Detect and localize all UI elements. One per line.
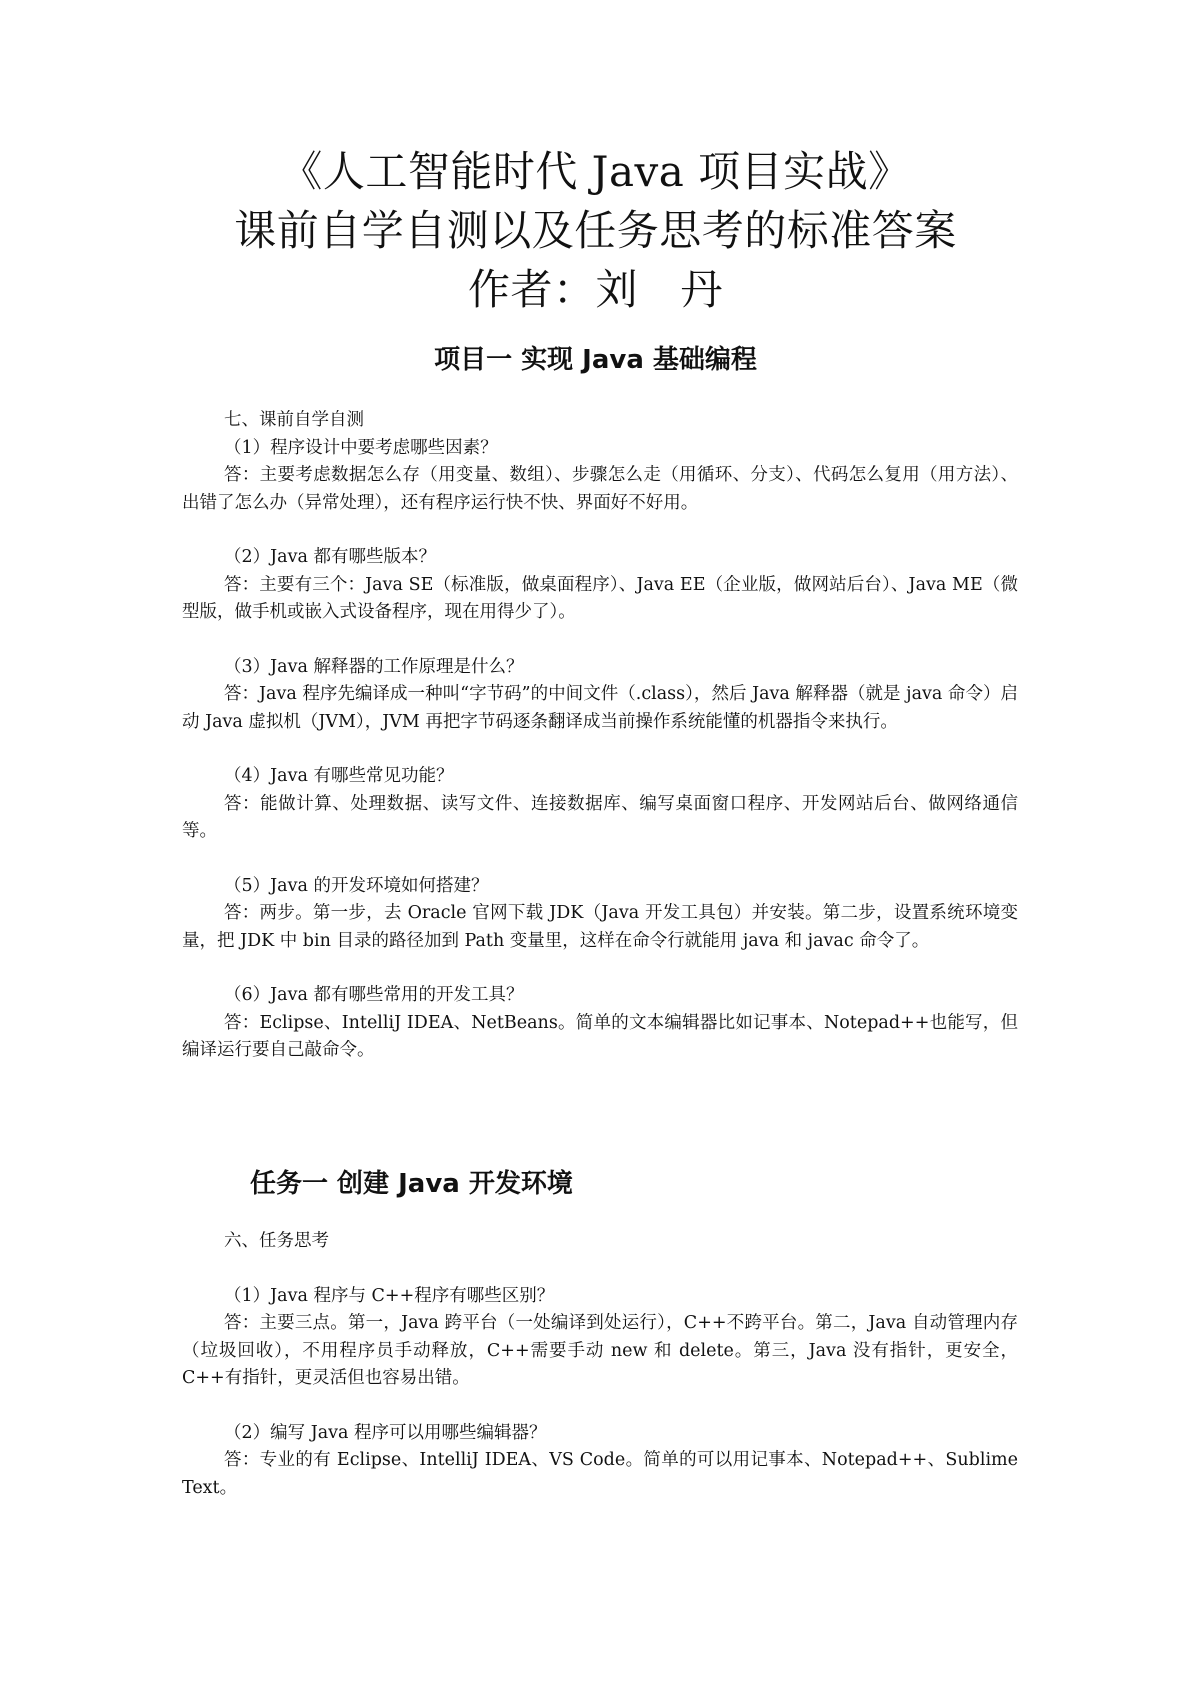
title-line-3: 作者：刘 丹: [467, 265, 723, 314]
question: （1）Java 程序与 C++程序有哪些区别？: [224, 1285, 555, 1306]
question: （5）Java 的开发环境如何搭建？: [224, 875, 489, 896]
answer: 答：两步。第一步，去 Oracle 官网下载 JDK（Java 开发工具包）并安装。第二步，设置系统环境变量，把 JDK 中 bin 目录的路径加到 Path 变量里，这样在命令行就能用 java 和 javac 命令了。: [182, 903, 1018, 951]
title-line-1: 《人工智能时代 Java 项目实战》: [280, 147, 911, 196]
qa-item: [182, 544, 1018, 627]
question: （2）编写 Java 程序可以用哪些编辑器？: [224, 1422, 547, 1443]
qa-item: [182, 654, 1018, 737]
task-thinking-section: [182, 1228, 1018, 1529]
question: （4）Java 有哪些常见功能？: [224, 766, 454, 786]
qa-item: [182, 873, 1018, 956]
answer: 答：能做计算、处理数据、读写文件、连接数据库、编写桌面窗口程序、开发网站后台、做网络通信等。: [182, 793, 1018, 841]
question: （1）程序设计中要考虑哪些因素？: [224, 437, 498, 458]
answer: 答：Eclipse、IntelliJ IDEA、NetBeans。简单的文本编辑器比如记事本、Notepad++也能写，但编译运行要自己敲命令。: [182, 1012, 1018, 1060]
qa-item: [182, 1283, 1018, 1393]
question: （3）Java 解释器的工作原理是什么？: [224, 656, 524, 677]
qa-item: [182, 982, 1018, 1065]
qa-item: [182, 1420, 1018, 1503]
question: （2）Java 都有哪些版本？: [224, 547, 436, 567]
project-heading: 项目一 实现 Java 基础编程: [434, 345, 757, 375]
section-label-task-thinking: 六、任务思考: [224, 1231, 329, 1251]
question: （6）Java 都有哪些常用的开发工具？: [224, 985, 524, 1005]
document-title: [0, 142, 1191, 319]
task-heading: 任务一 创建 Java 开发环境: [250, 1169, 573, 1199]
project-self-test-section: [182, 407, 1018, 1092]
answer: 答：Java 程序先编译成一种叫“字节码”的中间文件（.class），然后 Java 解释器（就是 java 命令）启动 Java 虚拟机（JVM），JVM 再把字节码逐条翻译成当前操作系统能懂的机器指令来执行。: [182, 684, 1018, 732]
qa-item: [182, 435, 1018, 518]
answer: 答：主要三点。第一，Java 跨平台（一处编译到处运行），C++不跨平台。第二，Java 自动管理内存（垃圾回收），不用程序员手动释放，C++需要手动 new 和 delete。第三，Java 没有指针，更安全，C++有指针，更灵活但也容易出错。: [182, 1313, 1018, 1388]
section-label-self-test: 七、课前自学自测: [224, 410, 364, 430]
title-line-2: 课前自学自测以及任务思考的标准答案: [234, 206, 957, 255]
answer: 答：主要有三个：Java SE（标准版，做桌面程序）、Java EE（企业版，做网站后台）、Java ME（微型版，做手机或嵌入式设备程序，现在用得少了）。: [182, 574, 1018, 622]
qa-item: [182, 763, 1018, 846]
answer: 答：主要考虑数据怎么存（用变量、数组）、步骤怎么走（用循环、分支）、代码怎么复用（用方法）、出错了怎么办（异常处理），还有程序运行快不快、界面好不好用。: [182, 465, 1018, 513]
answer: 答：专业的有 Eclipse、IntelliJ IDEA、VS Code。简单的可以用记事本、Notepad++、Sublime Text。: [182, 1450, 1018, 1498]
